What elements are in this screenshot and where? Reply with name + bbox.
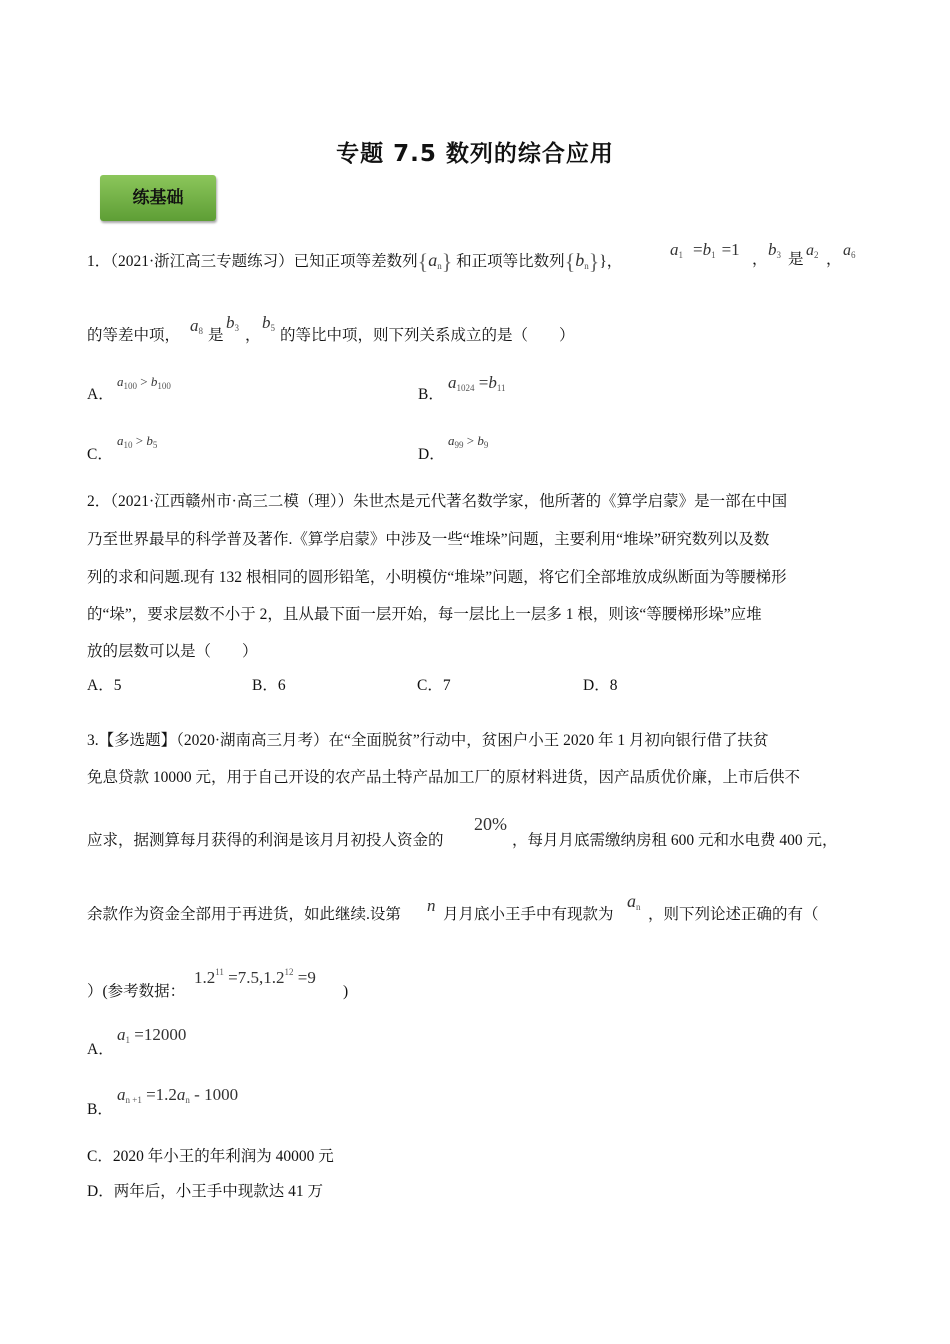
q1-a6-var: a <box>843 242 851 259</box>
q1-text-1: 1．（2021·浙江高三专题练习）已知正项等差数列 <box>87 253 418 270</box>
q1-b5-var: b <box>262 313 271 332</box>
q1-D-op: > <box>463 433 478 448</box>
q1-b3b-sub: 3 <box>234 323 239 333</box>
q3-an-var: a <box>627 891 636 911</box>
q3-A-rest: =12000 <box>130 1025 187 1044</box>
q1-a1-sub: 1 <box>678 250 683 260</box>
q1-A-op: > <box>137 374 151 389</box>
q1-option-d-label: D． <box>418 446 445 463</box>
q1-shi-2: 是 <box>208 327 224 344</box>
q1-text-3: }， <box>599 253 623 270</box>
q2-option-c: C．7 <box>417 677 451 694</box>
q1-line2 <box>87 326 180 346</box>
page-title: 专题 7.5 数列的综合应用 <box>336 141 614 167</box>
q1-B-rs: 11 <box>496 383 506 393</box>
q1-seq-a: a <box>428 250 438 270</box>
q1-D-rs: 9 <box>483 440 489 450</box>
q1-A-ls: 100 <box>123 381 137 391</box>
q1-a8-var: a <box>190 316 199 335</box>
q1-a2-sub: 2 <box>814 250 819 260</box>
q3-line5-b: ) <box>343 983 349 1000</box>
left-brace-icon: { <box>564 249 576 274</box>
q1-seq-a-sub: n <box>437 261 442 271</box>
q1-a2 <box>806 242 819 260</box>
q3-option-c: C．2020 年小王的年利润为 40000 元 <box>87 1148 334 1165</box>
q3-B-mid: =1.2 <box>141 1085 177 1104</box>
q1-b1: b <box>702 240 712 259</box>
q1-B-r: b <box>488 373 497 392</box>
right-brace-icon: } <box>588 249 600 274</box>
q1-eq: = <box>693 240 703 259</box>
q1-A-r: b <box>150 374 158 389</box>
q1-eq-one: =1 <box>721 240 740 259</box>
q3-eq1: =7.5,1.2 <box>223 968 285 987</box>
q1-C-rs: 5 <box>152 440 158 450</box>
q3-an-sub: n <box>636 902 641 912</box>
q2-line4: 的“垛”，要求层数不小于 2，且从最下面一层开始，每一层比上一层多 1 根，则该“等腰梯形垛”应堆 <box>87 606 762 623</box>
q1-option-c-label: C． <box>87 446 113 463</box>
q3-option-b-formula <box>117 1085 238 1105</box>
q2-option-d: D．8 <box>583 677 618 694</box>
q1-B-ls: 1024 <box>456 383 475 393</box>
q1-b3-var: b <box>768 240 777 259</box>
right-brace-icon: } <box>441 249 453 274</box>
q1-a2-var: a <box>806 242 814 259</box>
q1-b5 <box>262 313 275 333</box>
q1-D-ls: 99 <box>454 440 464 450</box>
q3-line4-c: ，则下列论述正确的有（ <box>648 906 819 923</box>
q1-shi-1: 是 <box>788 251 804 268</box>
q1-formula-a1b1 <box>670 240 740 260</box>
q3-line4-b: 月月底小王手中有现款为 <box>443 906 614 923</box>
q1-a8-sub: 8 <box>198 326 203 336</box>
q3-line3-b: ，每月月底需缴纳房租 600 元和水电费 400 元， <box>512 832 838 849</box>
q1-comma-3: ， <box>245 327 261 344</box>
q3-line4-a: 余款作为资金全部用于再进货，如此继续.设第 <box>87 906 401 923</box>
q1-C-op: > <box>132 433 147 448</box>
q2-option-a: A．5 <box>87 677 122 694</box>
q1-a6 <box>843 242 856 260</box>
q1-a1: a <box>670 240 679 259</box>
q3-B-rest: - 1000 <box>189 1085 239 1104</box>
q1-seq-b: b <box>575 250 585 270</box>
q1-D-l: a <box>448 433 455 448</box>
q1-text-5: 的等比中项，则下列关系成立的是（ ） <box>280 327 575 344</box>
q3-exp2: 12 <box>284 967 294 977</box>
q3-line3-a: 应求，据测算每月获得的利润是该月月初投人资金的 <box>87 832 444 849</box>
q1-b3b <box>226 313 239 333</box>
q3-B-a: a <box>117 1085 126 1104</box>
q3-percent: 20% <box>474 814 507 834</box>
q1-seq-b-sub: n <box>584 261 589 271</box>
q3-A-sub: 1 <box>125 1035 130 1045</box>
q3-option-b-label: B． <box>87 1101 113 1118</box>
q3-B-sub: n +1 <box>125 1095 142 1105</box>
q2-line1: 2．（2021·江西赣州市·高三二模（理））朱世杰是元代著名数学家，他所著的《算学启蒙》是一部在中国 <box>87 493 788 510</box>
q1-option-b-label: B． <box>418 386 444 403</box>
q1-b3 <box>768 240 781 260</box>
q2-option-b: B．6 <box>252 677 286 694</box>
q1-text-4: 的等差中项， <box>87 327 181 344</box>
q3-exp1: 11 <box>215 967 224 977</box>
q1-line1 <box>87 250 622 276</box>
q1-b1-sub: 1 <box>711 250 716 260</box>
q2-line3: 列的求和问题.现有 132 根相同的圆形铅笔，小明模仿“堆垛”问题，将它们全部堆放成纵断面为等腰梯形 <box>87 569 787 586</box>
q3-line1: 3.【多选题】（2020·湖南高三月考）在“全面脱贫”行动中，贫困户小王 2020 年 1 月初向银行借了扶贫 <box>87 732 769 749</box>
q1-D-r: b <box>477 433 484 448</box>
q1-comma-2: ， <box>826 251 842 268</box>
q1-option-a-label: A． <box>87 386 114 403</box>
q1-A-l: a <box>117 374 124 389</box>
q3-option-a-formula <box>117 1025 186 1045</box>
q3-ref-data <box>194 967 316 988</box>
q1-b3-sub: 3 <box>776 250 781 260</box>
q3-an <box>627 891 641 912</box>
q1-b5-sub: 5 <box>270 323 275 333</box>
q1-option-a-formula <box>117 374 171 391</box>
q3-line5-a: ）(参考数据： <box>87 983 186 1000</box>
q1-C-ls: 10 <box>123 440 133 450</box>
q3-line2: 免息贷款 10000 元，用于自己开设的农产品土特产品加工厂的原材料进货，因产品质优价廉，上市后供不 <box>87 769 801 786</box>
q1-comma-1: ， <box>752 251 768 268</box>
q1-a8 <box>190 316 203 336</box>
q1-b3b-var: b <box>226 313 235 332</box>
q1-a6-sub: 6 <box>851 250 856 260</box>
q2-line2: 乃至世界最早的科学普及著作.《算学启蒙》中涉及一些“堆垛”问题，主要利用“堆垛”研究数列以及数 <box>87 531 770 548</box>
section-badge: 练基础 <box>100 175 216 221</box>
q1-B-l: a <box>448 373 457 392</box>
q3-base1: 1.2 <box>194 968 216 987</box>
q3-n-var: n <box>427 896 436 915</box>
q3-option-a-label: A． <box>87 1041 114 1058</box>
q1-C-l: a <box>117 433 124 448</box>
q1-option-b-formula <box>448 373 506 393</box>
q1-option-d-formula <box>448 433 488 450</box>
q1-C-r: b <box>146 433 153 448</box>
q3-eq2: =9 <box>293 968 316 987</box>
q3-B-sub2: n <box>185 1095 190 1105</box>
q1-A-rs: 100 <box>157 381 171 391</box>
q3-A-a: a <box>117 1025 126 1044</box>
q3-B-a2: a <box>176 1085 186 1104</box>
q3-option-d: D．两年后，小王手中现款达 41 万 <box>87 1183 323 1200</box>
q1-B-op: = <box>474 373 489 392</box>
left-brace-icon: { <box>417 249 429 274</box>
q1-option-c-formula <box>117 433 157 450</box>
q1-text-2: 和正项等比数列 <box>456 253 565 270</box>
q2-line5: 放的层数可以是（ ） <box>87 643 258 660</box>
